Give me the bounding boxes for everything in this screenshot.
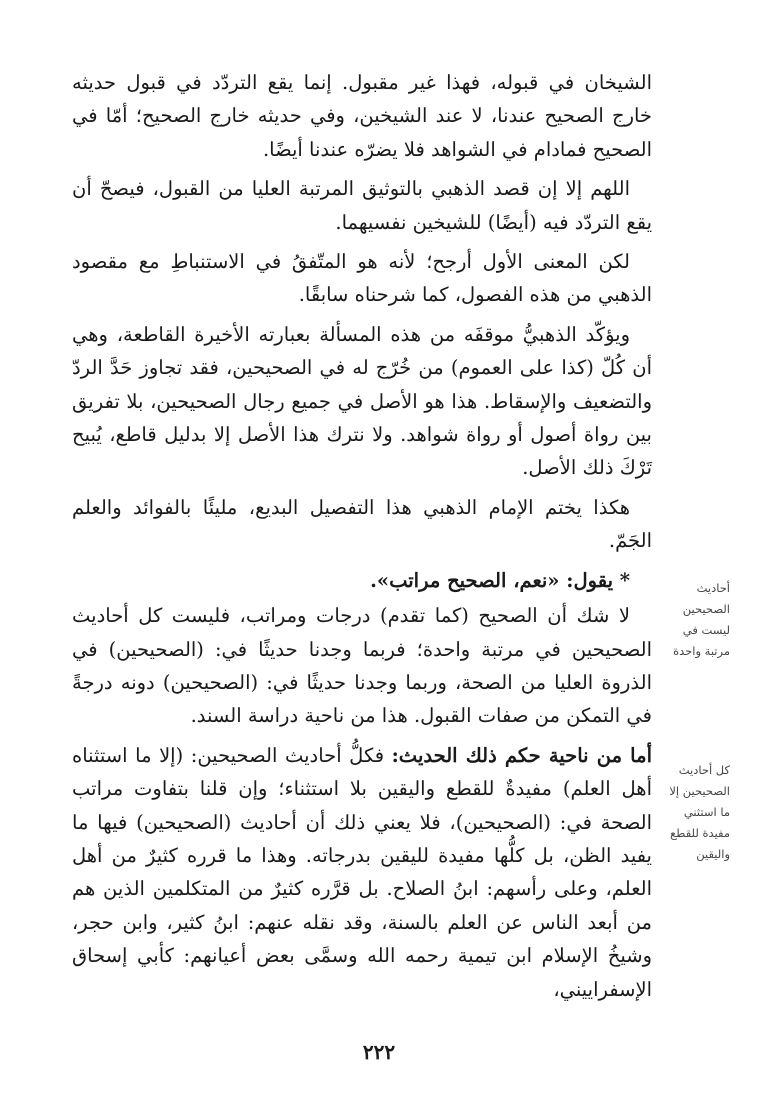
page-number: ٢٢٢ xyxy=(362,1040,396,1064)
margin-note-ranks: أحاديث الصحيحين ليست في مرتبة واحدة xyxy=(673,581,730,658)
paragraph-1: الشيخان في قبوله، فهذا غير مقبول. إنما يقع التردّد في قبول حديثه خارج الصحيح عندنا، لا عند الشيخين، وفي حديثه خارج الصحيح؛ أمّا في الصحيح فمادام في الشواهد فلا يضرّه عندنا أيضًا. xyxy=(72,71,652,161)
paragraph-3: لكن المعنى الأول أرجح؛ لأنه هو المتّفقُ في الاستنباطِ مع مقصود الذهبي من هذه الفصول، كما شرحناه سابقًا. xyxy=(72,250,652,307)
paragraph-5: هكذا يختم الإمام الذهبي هذا التفصيل البديع، مليئًا بالفوائد والعلم الجَمّ. xyxy=(72,495,652,553)
quote-line: * يقول: «نعم، الصحيح مراتب». xyxy=(370,568,630,592)
paragraph-ruling xyxy=(72,739,652,1006)
paragraph-4: ويؤكّد الذهبيُّ موقفَه من هذه المسألة بعبارته الأخيرة القاطعة، وهي أن كُلّ (كذا على العموم) من خُرّج له في الصحيحين، فقد تجاوز حَدَّ الردّ والتضعيف والإسقاط. هذا هو الأصل في جميع رجال الصحيحين، بلا تفريق بين رواة أصول أو رواة شواهد. ولا نترك هذا الأصل إلا بدليل قاطع، يُبيح تَرْكَ ذلك الأصل. xyxy=(72,322,652,480)
paragraph-2: اللهم إلا إن قصد الذهبي بالتوثيق المرتبة العليا من القبول، فيصحّ أن يقع التردّد فيه (أيضًا) للشيخين نفسيهما. xyxy=(72,177,652,234)
paragraph-ranks: لا شك أن الصحيح (كما تقدم) درجات ومراتب، فليست كل أحاديث الصحيحين في مرتبة واحدة؛ فربما وجدنا حديثًا في: (الصحيحين) في الذروة العليا من الصحة، وربما وجدنا حديثًا في: (الصحيحين) دونه درجةً في التمكن من صفات القبول. هذا من ناحية دراسة السند. xyxy=(72,604,652,728)
ruling-text: فكلُّ أحاديث الصحيحين: (إلا ما استثناه أهل العلم) مفيدةٌ للقطع واليقين بلا استثناء؛ وإن قلنا بتفاوت مراتب الصحة في: (الصحيحين)، فلا يعني ذلك أن أحاديث (الصحيحين) فيها ما يفيد الظن، بل كلُّها مفيدة لليقين بدرجاته. وهذا ما قرره كثيرٌ من أهل العلم، وعلى رأسهم: ابنُ الصلاح. بل قرَّره كثيرٌ من المتكلمين الذين هم من أبعد الناس عن العلم بالسنة، وقد نقله عنهم: ابنُ كثير، وابن حجر، وشيخُ الإسلام ابن تيمية رحمه الله وسمَّى بعض أعيانهم: كأبي إسحاق الإسفراييني، xyxy=(72,743,652,1001)
margin-note-certainty: كل أحاديث الصحيحين إلا ما استثني مفيدة للقطع واليقين xyxy=(669,763,730,861)
main-text-column xyxy=(72,66,652,1012)
ruling-lead: أما من ناحية حكم ذلك الحديث: xyxy=(391,743,652,767)
